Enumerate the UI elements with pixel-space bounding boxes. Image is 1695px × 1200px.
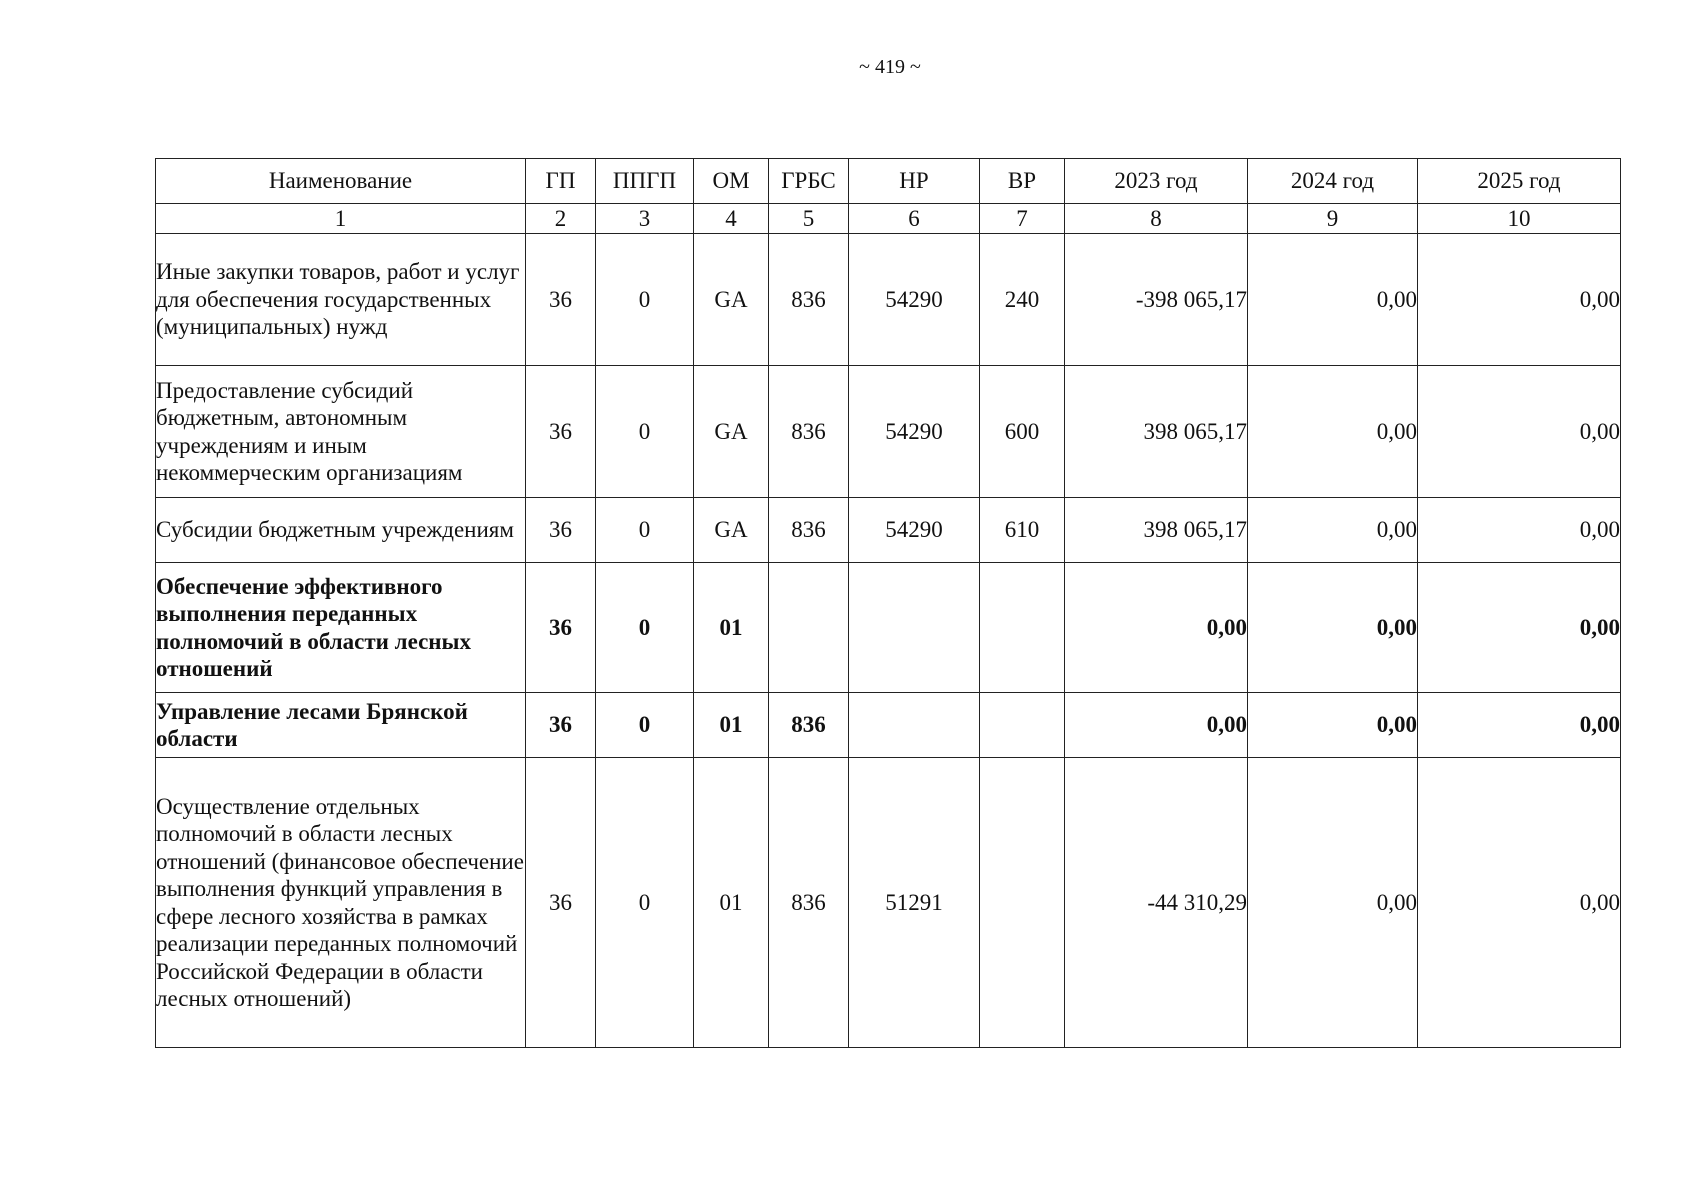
column-number: 4: [694, 204, 769, 234]
table-row: [156, 366, 1621, 498]
row-2025: 0,00: [1418, 366, 1621, 498]
row-2023: -44 310,29: [1065, 758, 1248, 1048]
row-gp: 36: [526, 234, 596, 366]
row-vr: [980, 693, 1065, 758]
row-2024: 0,00: [1248, 234, 1418, 366]
row-grbs: 836: [769, 498, 849, 563]
row-om: GA: [694, 498, 769, 563]
row-2023: -398 065,17: [1065, 234, 1248, 366]
column-number-row: [156, 204, 1621, 234]
row-name: Предоставление субсидий бюджетным, автономным учреждениям и иным некоммерческим организациям: [156, 366, 526, 498]
column-number: 5: [769, 204, 849, 234]
row-name: Субсидии бюджетным учреждениям: [156, 498, 526, 563]
column-number: 1: [156, 204, 526, 234]
header-om: ОМ: [694, 159, 769, 204]
column-number: 6: [849, 204, 980, 234]
row-vr: 600: [980, 366, 1065, 498]
header-grbs: ГРБС: [769, 159, 849, 204]
column-number: 8: [1065, 204, 1248, 234]
page-number: ~ 419 ~: [859, 56, 921, 78]
row-2025: 0,00: [1418, 758, 1621, 1048]
row-2024: 0,00: [1248, 498, 1418, 563]
header-2023: 2023 год: [1065, 159, 1248, 204]
table-row: [156, 498, 1621, 563]
budget-table: [155, 158, 1621, 1048]
column-number: 3: [596, 204, 694, 234]
header-2025: 2025 год: [1418, 159, 1621, 204]
row-2024: 0,00: [1248, 366, 1418, 498]
row-om: GA: [694, 366, 769, 498]
row-om: 01: [694, 563, 769, 693]
row-vr: [980, 758, 1065, 1048]
row-ppgp: 0: [596, 693, 694, 758]
row-name: Обеспечение эффективного выполнения переданных полномочий в области лесных отношений: [156, 563, 526, 693]
header-row: [156, 159, 1621, 204]
row-2025: 0,00: [1418, 234, 1621, 366]
column-number: 7: [980, 204, 1065, 234]
header-gp: ГП: [526, 159, 596, 204]
row-nr: 54290: [849, 234, 980, 366]
table-row: [156, 758, 1621, 1048]
row-2025: 0,00: [1418, 693, 1621, 758]
row-nr: 54290: [849, 498, 980, 563]
row-grbs: 836: [769, 234, 849, 366]
column-number: 10: [1418, 204, 1621, 234]
row-nr: 51291: [849, 758, 980, 1048]
row-ppgp: 0: [596, 758, 694, 1048]
row-2024: 0,00: [1248, 693, 1418, 758]
row-vr: 610: [980, 498, 1065, 563]
column-number: 9: [1248, 204, 1418, 234]
row-nr: [849, 693, 980, 758]
row-gp: 36: [526, 366, 596, 498]
row-name: Иные закупки товаров, работ и услуг для обеспечения государственных (муниципальных) нужд: [156, 234, 526, 366]
row-om: GA: [694, 234, 769, 366]
row-2024: 0,00: [1248, 758, 1418, 1048]
row-grbs: [769, 563, 849, 693]
row-2023: 0,00: [1065, 563, 1248, 693]
row-vr: [980, 563, 1065, 693]
row-2025: 0,00: [1418, 563, 1621, 693]
row-2024: 0,00: [1248, 563, 1418, 693]
header-ppgp: ППГП: [596, 159, 694, 204]
row-gp: 36: [526, 498, 596, 563]
row-2023: 0,00: [1065, 693, 1248, 758]
row-ppgp: 0: [596, 498, 694, 563]
row-nr: [849, 563, 980, 693]
row-gp: 36: [526, 563, 596, 693]
row-grbs: 836: [769, 758, 849, 1048]
row-vr: 240: [980, 234, 1065, 366]
row-nr: 54290: [849, 366, 980, 498]
row-om: 01: [694, 758, 769, 1048]
header-2024: 2024 год: [1248, 159, 1418, 204]
row-grbs: 836: [769, 366, 849, 498]
row-name: Управление лесами Брянской области: [156, 693, 526, 758]
row-name: Осуществление отдельных полномочий в области лесных отношений (финансовое обеспечение выполнения функций управления в сфере лесного хозяйства в рамках реализации переданных полномочий Российской Федерации в области лесных отношений): [156, 758, 526, 1048]
table-row: [156, 563, 1621, 693]
row-2025: 0,00: [1418, 498, 1621, 563]
table-row: [156, 234, 1621, 366]
row-ppgp: 0: [596, 234, 694, 366]
table-row: [156, 693, 1621, 758]
header-vr: ВР: [980, 159, 1065, 204]
header-name: Наименование: [156, 159, 526, 204]
row-ppgp: 0: [596, 366, 694, 498]
row-gp: 36: [526, 693, 596, 758]
row-ppgp: 0: [596, 563, 694, 693]
row-grbs: 836: [769, 693, 849, 758]
row-2023: 398 065,17: [1065, 498, 1248, 563]
row-om: 01: [694, 693, 769, 758]
header-nr: НР: [849, 159, 980, 204]
column-number: 2: [526, 204, 596, 234]
row-2023: 398 065,17: [1065, 366, 1248, 498]
row-gp: 36: [526, 758, 596, 1048]
